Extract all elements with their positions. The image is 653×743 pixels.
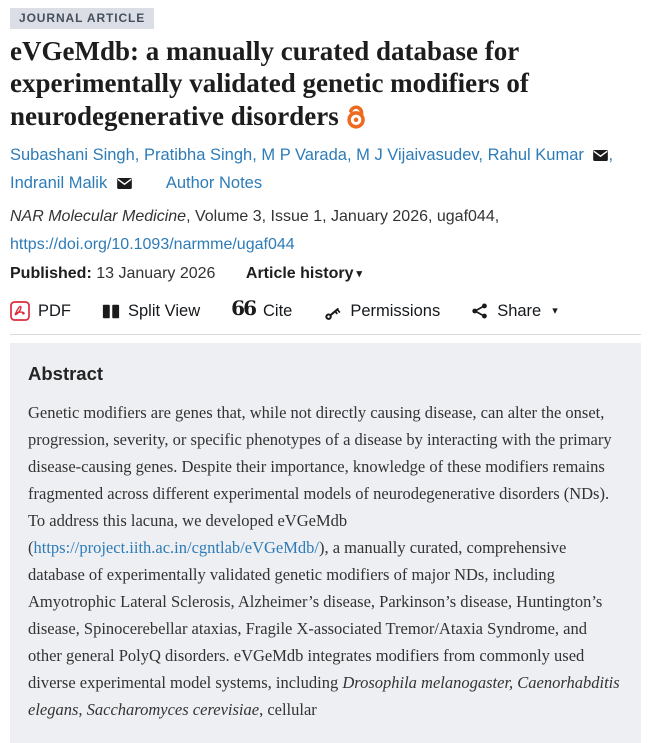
share-button[interactable] [471,302,558,321]
email-icon [593,150,608,161]
permissions-label: Permissions [350,301,441,320]
cite-quote-icon: 66 [231,296,255,321]
abstract-text-middle: ), a manually curated, comprehensive database of experimentally validated genetic modifiers of major NDs, including Amyotrophic Lateral Sclerosis, Alzheimer’s disease, Parkinson’s disease, Huntington’s disease, Spinocerebellar ataxias, Fragile X-associated Tremor/Ataxia Syndrome, and other general PolyQ disorders. eVGeMdb integrates modifiers from commonly used diverse experimental model systems, including [28,538,603,693]
author-link[interactable]: Indranil Malik [10,174,108,193]
article-history-label: Article history [245,265,354,283]
citation-details: , Volume 3, Issue 1, January 2026, ugaf044, [186,208,500,226]
citation-line [10,204,641,230]
share-icon [471,302,489,320]
key-icon [323,302,342,321]
abstract-text-start: Genetic modifiers are genes that, while not directly causing disease, can alter the onset, progression, severity, or specific phenotypes of a disease by interacting with the primary disease-causing genes. Despite their importance, knowledge of these modifiers remains fragmented across different experimental models of neurodegenerative disorders (NDs). To address this lacuna, we developed eVGeMdb ( [28,403,612,558]
email-icon [117,178,132,189]
split-view-button[interactable] [102,302,200,321]
caret-down-icon: ▾ [356,268,363,281]
article-type-badge: JOURNAL ARTICLE [10,8,154,29]
published-date: 13 January 2026 [96,265,216,283]
author-link[interactable]: M J Vijaivasudev [356,146,479,165]
published-label: Published: [10,265,92,283]
pdf-button[interactable] [10,301,71,321]
author-link[interactable]: M P Varada [261,146,347,165]
abstract-heading: Abstract [28,363,104,385]
author-notes-link[interactable]: Author Notes [165,174,263,193]
published-row [10,261,641,287]
section-divider [10,334,641,335]
article-title [10,35,641,132]
author-link[interactable]: Rahul Kumar [487,146,584,165]
open-access-icon [345,101,368,129]
journal-name: NAR Molecular Medicine [10,208,187,226]
author-link[interactable]: Subashani Singh [10,146,135,165]
doi-row [10,230,641,258]
pdf-icon [10,301,30,321]
toolbar [10,296,641,321]
abstract-text-tail: , cellular [259,700,317,720]
database-url-link[interactable]: https://project.iith.ac.in/cgntlab/eVGeMdb/ [33,538,319,558]
author-link[interactable]: Pratibha Singh [143,146,253,165]
cite-button[interactable] [231,296,293,321]
abstract-section [10,343,641,743]
caret-down-icon: ▾ [552,304,558,317]
doi-link[interactable]: https://doi.org/10.1093/narmme/ugaf044 [10,235,295,253]
permissions-button[interactable] [323,302,440,321]
species-names: Drosophila melanogaster, Caenorhabditis elegans, Saccharomyces cerevisiae [28,673,620,720]
article-history-toggle[interactable] [246,265,362,282]
pdf-label: PDF [38,301,71,320]
split-view-icon [102,304,120,319]
author-line [10,141,641,197]
split-view-label: Split View [128,301,201,320]
abstract-text [28,399,623,723]
cite-label: Cite [263,301,293,320]
author-list: Subashani Singh, Pratibha Singh, M P Varada, M J Vijaivasudev, Rahul Kumar , Indranil Malik [10,146,614,193]
share-label: Share [497,301,542,320]
article-title-text: eVGeMdb: a manually curated database for experimentally validated genetic modifiers of neurodegenerative disorders [10,36,529,131]
